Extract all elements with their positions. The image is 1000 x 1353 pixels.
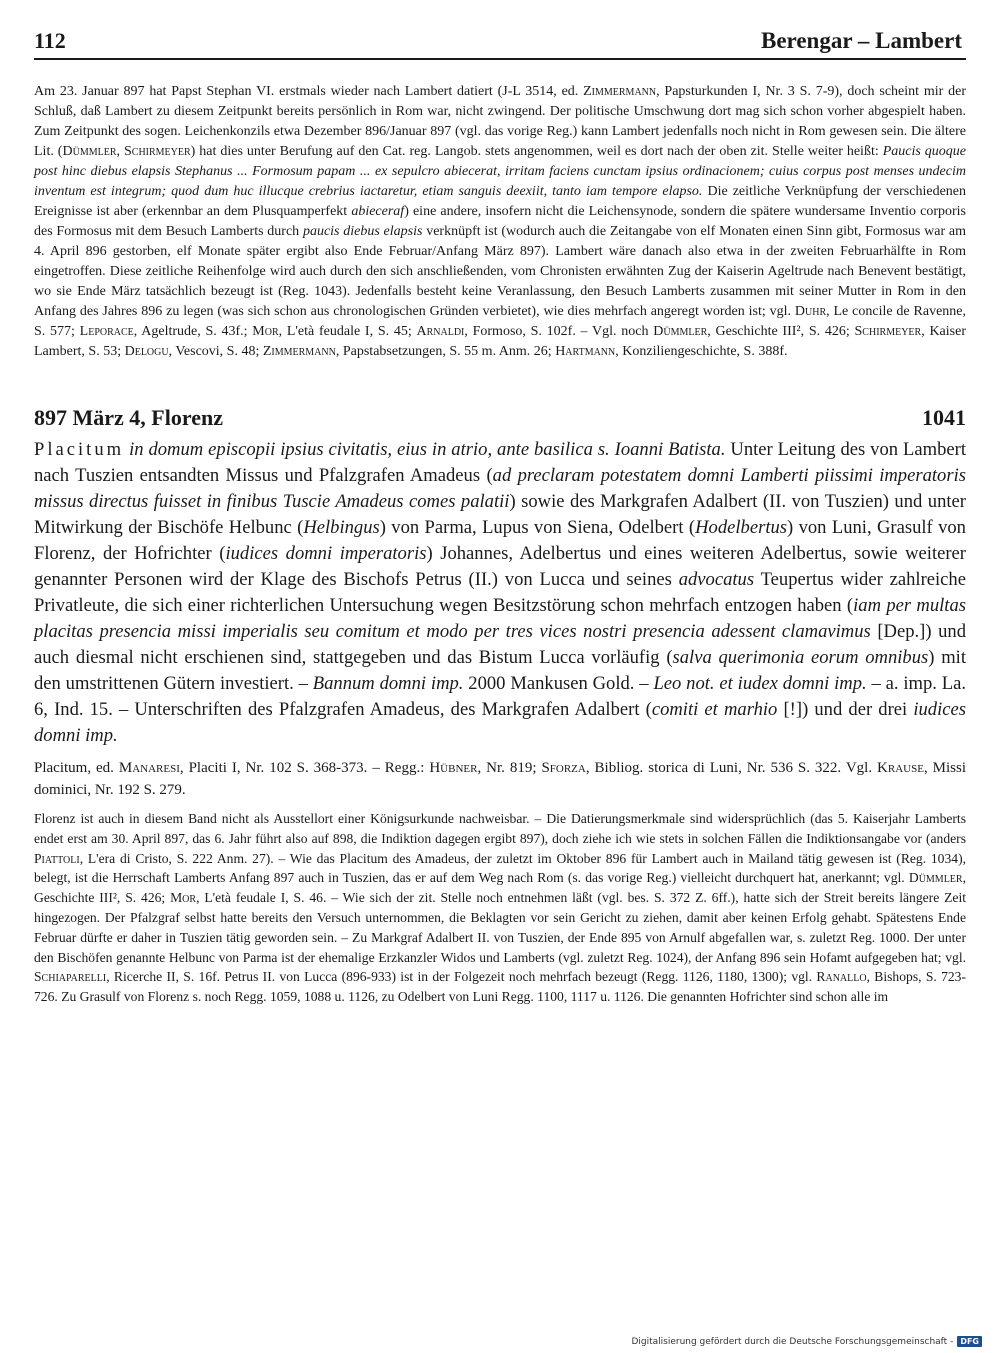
page-header xyxy=(34,28,966,60)
running-title: Berengar – Lambert xyxy=(760,28,962,53)
page-number: 112 xyxy=(34,28,66,53)
entry-heading xyxy=(34,405,966,431)
dfg-logo: DFG xyxy=(957,1336,982,1347)
digitization-footer xyxy=(631,1336,982,1347)
source-references: Placitum, ed. Manaresi, Placiti I, Nr. 102 S. 368-373. – Regg.: Hübner, Nr. 819; Sforza, Bibliog. storica di Luni, Nr. 536 S. 322. Vgl. Krause, Missi dominici, Nr. 192 S. 279. xyxy=(34,760,966,798)
commentary-previous-entry: Am 23. Januar 897 hat Papst Stephan VI. erstmals wieder nach Lambert datiert (J-L 3514, ed. Zimmermann, Papsturkunden I, Nr. 3 S. 7-9), doch scheint mir der Schluß, daß Lambert zu diesem Zeitpunkt bereits persönlich in Rom war, nicht zwingend. Der politische Umschwung dort mag sich schon vorher abgespielt haben. Zum Zeitpunkt des sogen. Leichenkonzils etwa Dezember 896/Januar 897 (vgl. das vorige Reg.) kann Lambert jedenfalls noch nicht in Rom gewesen sein. Die ältere Lit. (Dümmler, Schirmeyer) hat dies unter Berufung auf den Cat. reg. Langob. stets angenommen, weil es dort nach der oben zit. Stelle weiter heißt: Paucis quoque post hinc diebus elapsis Stephanus ... Formosum papam ... ex sepulcro abiecerat, irritam faciens cunctam ipsius ordinacionem; cuius corpus post menses undecim inventum est integrum; quod dum huc illucque crebrius iactaretur, etiam sanguis deexiit, tanto iam tempore elapso. Die zeitliche Verknüpfung der verschiedenen Ereignisse ist aber (erkennbar an dem Plusquamperfekt abieceraf) eine andere, insofern nicht die Leichensynode, sondern die spätere wundersame Inventio corporis des Formosus mit dem Besuch Lamberts durch paucis diebus elapsis verknüpft ist (wodurch auch die Zeitangabe von elf Monaten einen Sinn gibt, Formosus war am 4. April 896 gestorben, elf Monate später ergibt also Ende Februar/Anfang März 897). Lambert wäre danach also etwa in der zweiten Februarhälfte in Rom eingetroffen. Diese zeitliche Reihenfolge wird auch durch den sich anschließenden, vom Chronisten erwähnten Zug der Kaiserin Ageltrude nach Benevent bestätigt, wo sie Ende März tatsächlich bezeugt ist (Reg. 1043). Jedenfalls besteht keine Veranlassung, den Besuch Lamberts zusammen mit seiner Mutter in Rom in den Anfang des Jahres 896 zu legen (was sich schon aus chronologischen Gründen verbietet), wie dies mehrfach angeregt worden ist; vgl. Duhr, Le concile de Ravenne, S. 577; Leporace, Ageltrude, S. 43f.; Mor, L'età feudale I, S. 45; Arnaldi, Formoso, S. 102f. – Vgl. noch Dümmler, Geschichte III², S. 426; Schirmeyer, Kaiser Lambert, S. 53; Delogu, Vescovi, S. 48; Zimmermann, Papstabsetzungen, S. 55 m. Anm. 26; Hartmann, Konziliengeschichte, S. 388f. xyxy=(34,84,967,359)
entry-date-place: 897 März 4, Florenz xyxy=(34,405,223,430)
regest-text: Placitum in domum episcopii ipsius civitatis, eius in atrio, ante basilica s. Ioanni Batista. Unter Leitung des von Lambert nach Tuszien entsandten Missus und Pfalzgrafen Amadeus (ad preclaram potestatem domni Lamberti piissimi imperatoris missus directus fuisset in finibus Tuscie Amadeus comes palatii) sowie des Markgrafen Adalbert (II. von Tuszien) und unter Mitwirkung der Bischöfe Helbunc (Helbingus) von Parma, Lupus von Siena, Odelbert (Hodelbertus) von Luni, Grasulf von Florenz, der Hofrichter (iudices domni imperatoris) Johannes, Adelbertus und eines weiteren Adelbertus, sowie weiterer genannter Personen wird der Klage des Bischofs Petrus (II.) von Lucca und seines advocatus Teupertus wider zahlreiche Privatleute, die sich einer richterlichen Untersuchung wegen Besitzstörung schon mehrfach entzogen haben (iam per multas placitas presencia missi imperialis seu comitum et modo per tres vices nostri presencia adessent clamavimus [Dep.]) und auch diesmal nicht erschienen sind, stattgegeben und das Bistum Lucca vorläufig (salva querimonia eorum omnibus) mit den umstrittenen Gütern investiert. – Bannum domni imp. 2000 Mankusen Gold. – Leo not. et iudex domni imp. – a. imp. La. 6, Ind. 15. – Unterschriften des Pfalzgrafen Amadeus, des Markgrafen Adalbert (comiti et marhio [!]) und der drei iudices domni imp. xyxy=(34,439,967,746)
page xyxy=(34,28,966,1007)
footer-text: Digitalisierung gefördert durch die Deutsche Forschungsgemeinschaft - xyxy=(631,1336,954,1347)
entry-commentary: Florenz ist auch in diesem Band nicht als Ausstellort einer Königsurkunde nachweisbar. – Die Datierungsmerkmale sind widersprüchlich (das 5. Kaiserjahr Lamberts endet erst am 30. April 897, das 6. Jahr führt also auf 898, die Indiktion dagegen ergibt 897), doch ziehe ich wie stets in solchen Fällen die Indiktionsangabe vor (anders Piattoli, L'era di Cristo, S. 222 Anm. 27). – Wie das Placitum des Amadeus, der zuletzt im Oktober 896 für Lambert auch in Mailand tätig gewesen ist (Reg. 1034), belegt, ist die Herrschaft Lamberts Anfang 897 auch in Tuszien, das er auf dem Weg nach Rom (s. das vorige Reg.) vielleicht durchquert hat, anerkannt; vgl. Dümmler, Geschichte III², S. 426; Mor, L'età feudale I, S. 46. – Wie sich der zit. Stelle noch entnehmen läßt (vgl. bes. S. 372 Z. 6ff.), hatte sich der Streit bereits längere Zeit hingezogen. Der Pfalzgraf selbst hatte bereits den Versuch unternommen, die Beklagten vor sein Gericht zu ziehen, damit aber keinen Erfolg gehabt. Spätestens Ende Februar dürfte er daher in Tuszien tätig geworden sein. – Zu Markgraf Adalbert II. von Tuszien, der Ende 895 von Arnulf abgefallen war, s. zuletzt Reg. 1000. Der unter den Bischöfen genannte Helbunc von Parma ist der ehemalige Erzkanzler Widos und Lamberts (vgl. zuletzt Reg. 1024), der Anfang 896 sein Hofamt aufgegeben hat; vgl. Schiaparelli, Ricerche II, S. 16f. Petrus II. von Lucca (896-933) ist in der Folgezeit noch mehrfach bezeugt (Regg. 1126, 1180, 1300); vgl. Ranallo, Bishops, S. 723-726. Zu Grasulf von Florenz s. noch Regg. 1059, 1088 u. 1126, zu Odelbert von Luni Regg. 1100, 1117 u. 1126. Die genannten Hofrichter sind schon alle im xyxy=(34,811,967,1005)
entry-number: 1041 xyxy=(922,405,966,430)
